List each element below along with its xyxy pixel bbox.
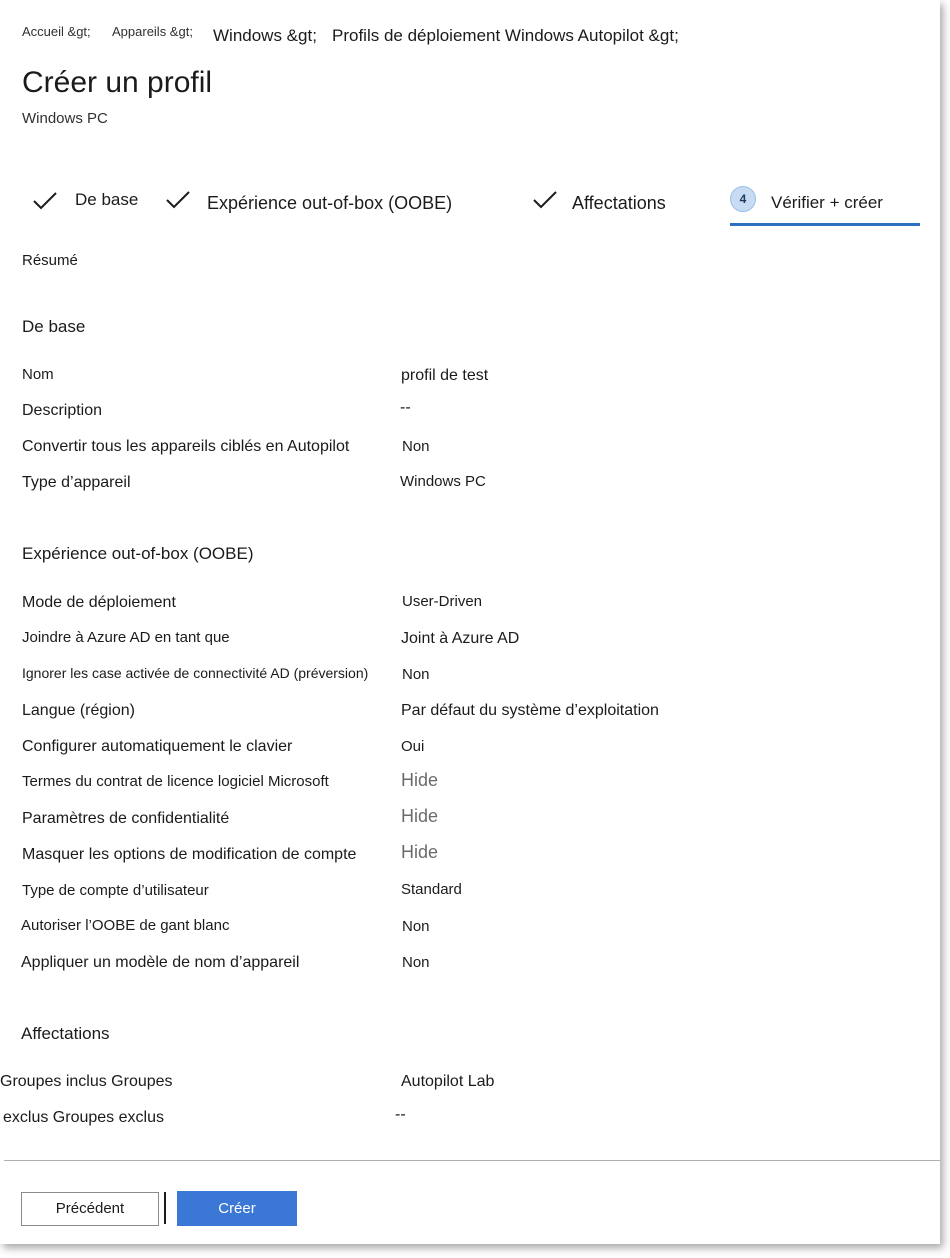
field-label: Ignorer les case activée de connectivité AD (préversion) xyxy=(22,665,369,681)
section-title: Expérience out-of-box (OOBE) xyxy=(22,544,254,563)
field-value: profil de test xyxy=(401,367,489,384)
step-label: Vérifier + créer xyxy=(771,193,883,212)
footer-divider xyxy=(4,1160,940,1161)
field-value: Oui xyxy=(401,738,425,755)
field-label: Configurer automatiquement le clavier xyxy=(22,738,293,755)
field-label: Masquer les options de modification de compte xyxy=(22,846,357,863)
field-label: Joindre à Azure AD en tant que xyxy=(22,629,230,646)
active-step-underline xyxy=(730,223,920,226)
field-label: Groupes inclus Groupes xyxy=(0,1073,173,1090)
field-label: Appliquer un modèle de nom d’appareil xyxy=(21,954,300,971)
section-title: Affectations xyxy=(21,1024,110,1043)
field-value: Windows PC xyxy=(400,473,486,490)
section-title: De base xyxy=(22,317,86,336)
breadcrumb-autopilot-profiles[interactable]: Profils de déploiement Windows Autopilot &gt; xyxy=(332,26,679,45)
field-label: Type d’appareil xyxy=(22,474,131,491)
field-value: Par défaut du système d’exploitation xyxy=(401,702,659,719)
checkmark-icon xyxy=(32,190,58,212)
field-label: Type de compte d’utilisateur xyxy=(22,882,209,899)
field-value: -- xyxy=(395,1106,406,1123)
field-label: Convertir tous les appareils ciblés en Autopilot xyxy=(22,438,350,455)
field-label: Langue (région) xyxy=(22,702,135,719)
step-number-badge: 4 xyxy=(730,186,756,212)
field-value: User-Driven xyxy=(402,593,483,610)
summary-heading: Résumé xyxy=(22,252,78,269)
field-value: Joint à Azure AD xyxy=(401,630,520,647)
field-value: Non xyxy=(402,918,430,935)
checkmark-icon xyxy=(532,189,558,211)
field-label: Mode de déploiement xyxy=(22,594,176,611)
page-title: Créer un profil xyxy=(22,66,213,99)
field-value: Non xyxy=(402,438,430,455)
button-separator xyxy=(164,1192,166,1224)
field-value: Non xyxy=(402,954,430,971)
previous-button[interactable]: Précédent xyxy=(21,1192,159,1226)
field-label: Termes du contrat de licence logiciel Microsoft xyxy=(22,773,329,790)
create-button[interactable]: Créer xyxy=(177,1191,297,1226)
field-value: Hide xyxy=(401,806,439,826)
step-label: De base xyxy=(75,190,139,209)
field-value: Hide xyxy=(401,842,439,862)
field-label: Nom xyxy=(22,366,54,383)
field-label: Description xyxy=(22,402,103,419)
checkmark-icon xyxy=(165,189,191,211)
step-label: Affectations xyxy=(572,193,666,213)
page-subtitle: Windows PC xyxy=(22,110,108,127)
breadcrumb-windows[interactable]: Windows &gt; xyxy=(213,26,317,45)
field-value: Autopilot Lab xyxy=(401,1073,495,1090)
breadcrumb-devices[interactable]: Appareils &gt; xyxy=(112,24,193,39)
step-label: Expérience out-of-box (OOBE) xyxy=(207,193,453,213)
field-value: Standard xyxy=(401,881,462,898)
field-value: -- xyxy=(400,399,411,416)
field-label: Autoriser l’OOBE de gant blanc xyxy=(21,917,230,934)
field-label: Paramètres de confidentialité xyxy=(22,810,230,827)
field-value: Hide xyxy=(401,770,439,790)
field-label: exclus Groupes exclus xyxy=(3,1109,164,1126)
field-value: Non xyxy=(402,666,430,683)
breadcrumb-home[interactable]: Accueil &gt; xyxy=(22,24,91,39)
